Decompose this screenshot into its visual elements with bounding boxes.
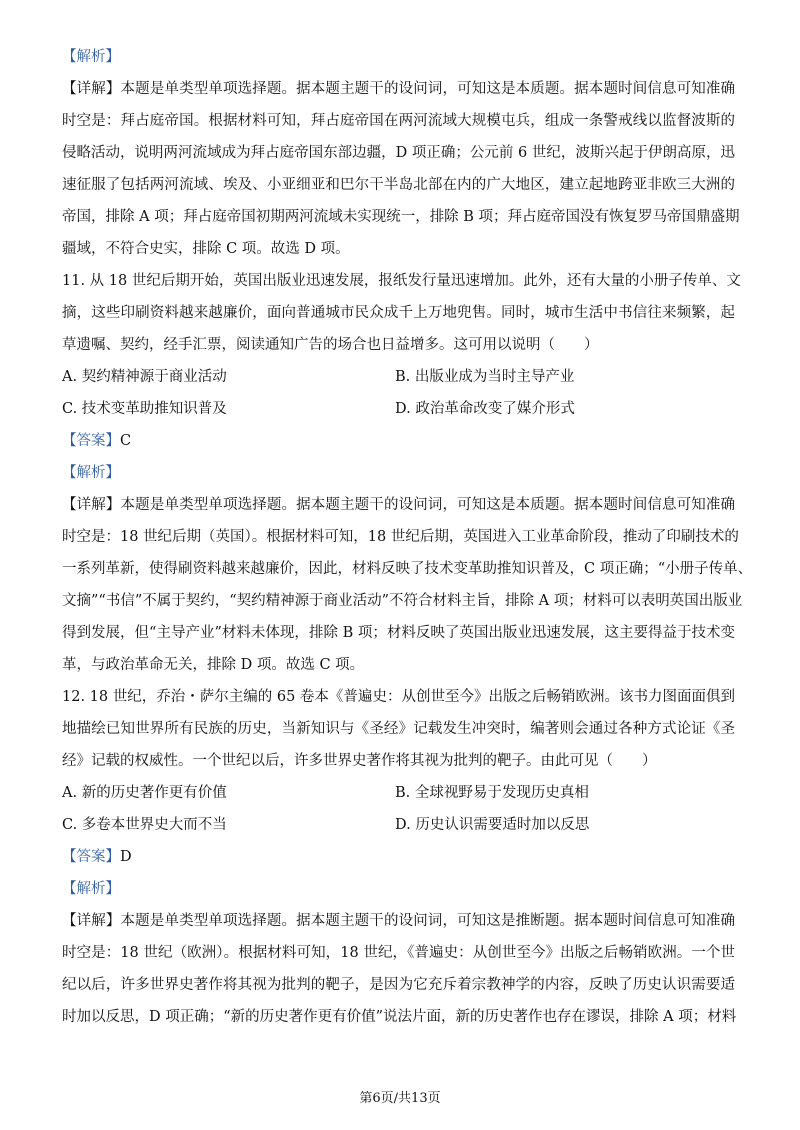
detail-line: 一系列革新，使得刷资料越来越廉价，因此，材料反映了技术变革助推知识普及，C 项正确；“小册子传单、 — [62, 561, 753, 577]
detail-text: 本题是单类型单项选择题。据本题主题干的设问词，可知这是推断题。据本题时间信息可知准确 — [120, 913, 736, 929]
detail-line: 革，与政治革命无关，排除 D 项。故选 C 项。 — [62, 657, 365, 673]
detail-line — [62, 905, 735, 937]
analysis-label-q10 — [62, 41, 735, 73]
detail-line: 纪以后，许多世界史著作将其视为批判的靶子，是因为它充斥着宗教神学的内容，反映了历史认识需要适 — [62, 977, 735, 993]
detail-line — [62, 489, 735, 521]
detail-line — [62, 73, 735, 105]
detail-line: 速征服了包括两河流域、埃及、小亚细亚和巴尔干半岛北部在内的广大地区，建立起地跨亚非欧三大洲的 — [62, 177, 735, 193]
option-a: A. 契约精神源于商业活动 — [62, 369, 227, 385]
option-a: A. 新的历史著作更有价值 — [62, 785, 227, 801]
answer-row-q11 — [62, 425, 735, 457]
detail-label: 【详解】 — [62, 81, 121, 97]
options-row — [62, 777, 735, 809]
detail-line: 疆域，不符合史实，排除 C 项。故选 D 项。 — [62, 241, 350, 257]
options-row — [62, 393, 735, 425]
question-stem-line: 草遗嘱、契约，经手汇票，阅读通知广告的场合也日益增多。这可用以说明（ ） — [62, 337, 599, 353]
detail-line: 侵略活动，说明两河流域成为拜占庭帝国东部边疆，D 项正确；公元前 6 世纪，波斯兴起于伊朗高原，迅 — [62, 145, 735, 161]
detail-line: 时加以反思，D 项正确；“新的历史著作更有价值”说法片面，新的历史著作也存在谬误，排除 A 项；材料 — [62, 1009, 737, 1025]
option-d: D. 历史认识需要适时加以反思 — [395, 817, 590, 833]
answer-label: 【答案】 — [62, 433, 120, 449]
detail-line: 时空是：18 世纪（欧洲）。根据材料可知，18 世纪，《普遍史：从创世至今》出版之后畅销欧洲。一个世 — [62, 945, 735, 961]
options-row — [62, 361, 735, 393]
options-row — [62, 809, 735, 841]
detail-label: 【详解】 — [62, 913, 121, 929]
detail-line: 得到发展，但“主导产业”材料未体现，排除 B 项；材料反映了英国出版业迅速发展，这主要得益于技术变 — [62, 625, 735, 641]
detail-line: 帝国，排除 A 项；拜占庭帝国初期两河流域未实现统一，排除 B 项；拜占庭帝国没有恢复罗马帝国鼎盛期 — [62, 209, 740, 225]
question-stem-line: 经》记载的权威性。一个世纪以后，许多世界史著作将其视为批判的靶子。由此可见（ ） — [62, 753, 657, 769]
question-stem-line: 摘，这些印刷资料越来越廉价，面向普通城市民众成千上万地兜售。同时，城市生活中书信往来频繁，起 — [62, 305, 735, 321]
analysis-label-q11 — [62, 457, 735, 489]
question-stem-line: 11. 从 18 世纪后期开始，英国出版业迅速发展，报纸发行量迅速增加。此外，还有大量的小册子传单、文 — [62, 273, 741, 289]
answer-value: D — [120, 849, 132, 865]
detail-text: 本题是单类型单项选择题。据本题主题干的设问词，可知这是本质题。据本题时间信息可知准确 — [120, 497, 736, 513]
answer-value: C — [120, 433, 132, 449]
option-b: B. 全球视野易于发现历史真相 — [395, 785, 589, 801]
question-stem-line: 地描绘已知世界所有民族的历史，当新知识与《圣经》记载发生冲突时，编著则会通过各种方式论证《圣 — [62, 721, 735, 737]
page-content — [62, 41, 753, 1033]
analysis-label: 【解析】 — [62, 465, 120, 481]
option-d: D. 政治革命改变了媒介形式 — [395, 401, 575, 417]
option-c: C. 多卷本世界史大而不当 — [62, 817, 227, 833]
analysis-label: 【解析】 — [62, 881, 120, 897]
detail-label: 【详解】 — [62, 497, 121, 513]
question-stem-line: 12. 18 世纪，乔治・萨尔主编的 65 卷本《普遍史：从创世至今》出版之后畅销欧洲。该书力图面面俱到 — [62, 689, 735, 705]
page-number-footer: 第6页/共13页 — [359, 1091, 441, 1106]
detail-line: 文摘”“书信”不属于契约，“契约精神源于商业活动”不符合材料主旨，排除 A 项；材料可以表明英国出版业 — [62, 593, 743, 609]
detail-text: 本题是单类型单项选择题。据本题主题干的设问词，可知这是本质题。据本题时间信息可知准确 — [120, 81, 736, 97]
answer-row-q12 — [62, 841, 735, 873]
analysis-label: 【解析】 — [62, 49, 120, 65]
option-c: C. 技术变革助推知识普及 — [62, 401, 227, 417]
option-b: B. 出版业成为当时主导产业 — [395, 369, 575, 385]
detail-line: 时空是：18 世纪后期（英国）。根据材料可知，18 世纪后期，英国进入工业革命阶段，推动了印刷技术的 — [62, 529, 739, 545]
answer-label: 【答案】 — [62, 849, 120, 865]
analysis-label-q12 — [62, 873, 735, 905]
detail-line: 时空是：拜占庭帝国。根据材料可知，拜占庭帝国在两河流域大规模屯兵，组成一条警戒线以监督波斯的 — [62, 113, 735, 129]
